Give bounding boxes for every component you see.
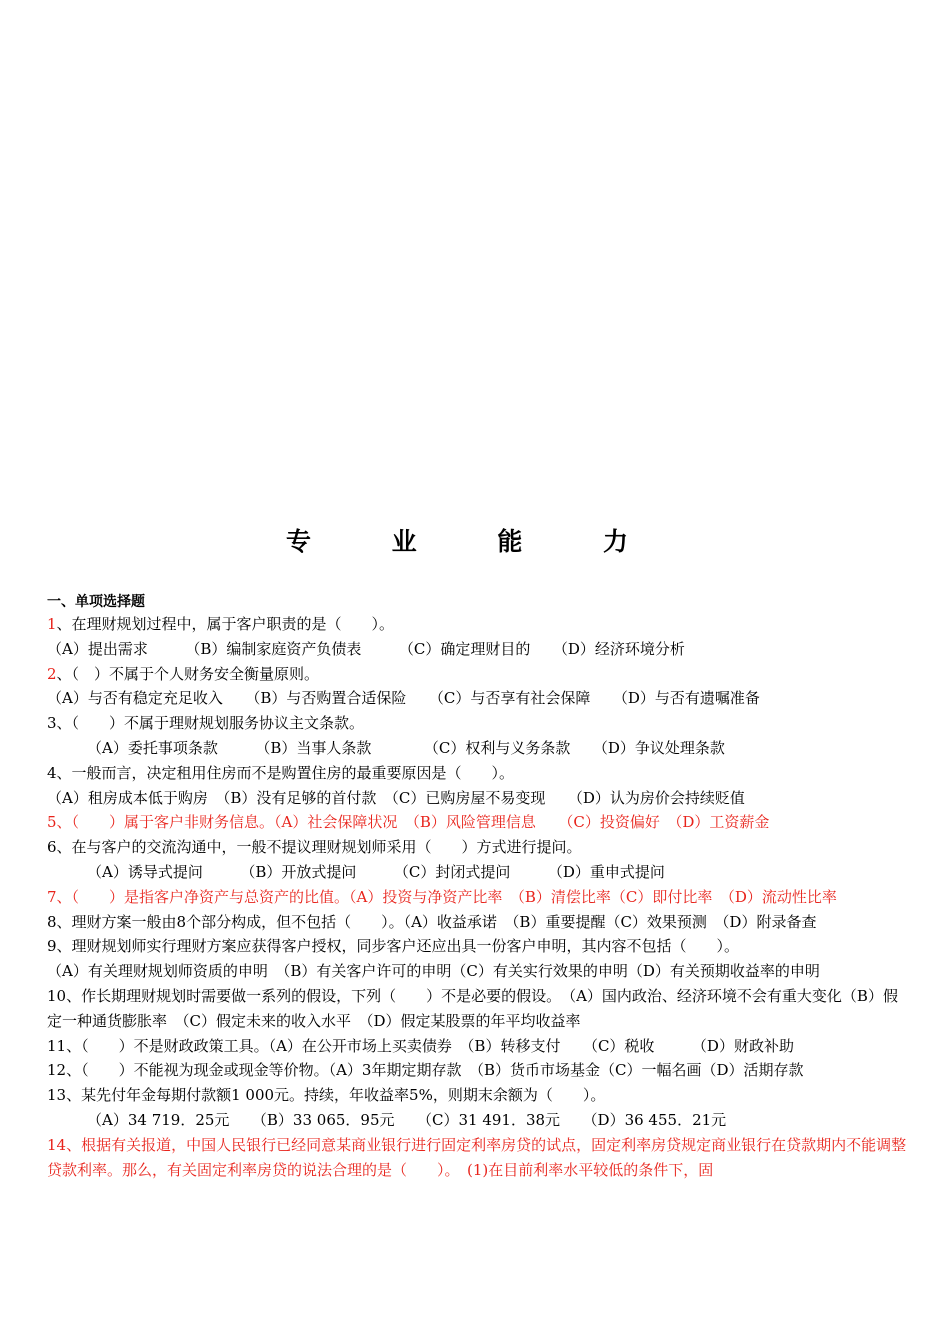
question-2-options: （A）与否有稳定充足收入 （B）与否购置合适保险 （C）与否享有社会保障 （D）与否有遗嘱准备 — [47, 689, 760, 708]
question-4: 4、一般而言，决定租用住房而不是购置住房的最重要原因是（ ）。 — [47, 763, 515, 782]
question-number: 1 — [47, 615, 57, 633]
question-14: 14、根据有关报道，中国人民银行已经同意某商业银行进行固定利率房贷的试点，固定利率房贷规定商业银行在贷款期内不能调整贷款利率。那么，有关固定利率房贷的说法合理的是（ ）。 (1)在目前利率水平较低的条件下，固 — [47, 1135, 907, 1179]
question-4-options: （A）租房成本低于购房 （B）没有足够的首付款 （C）已购房屋不易变现 （D）认为房价会持续贬值 — [47, 788, 745, 807]
question-13-options: （A）34 719．25元 （B）33 065．95元 （C）31 491．38元 （D）36 455．21元 — [87, 1110, 727, 1129]
question-2: 2、（ ）不属于个人财务安全衡量原则。 — [47, 664, 320, 683]
question-12: 12、（ ）不能视为现金或现金等价物。（A）3年期定期存款 （B）货币市场基金（C）一幅名画（D）活期存款 — [47, 1061, 804, 1080]
question-5: 5、（ ）属于客户非财务信息。（A）社会保障状况 （B）风险管理信息 （C）投资偏好 （D）工资薪金 — [47, 813, 770, 832]
question-9: 9、理财规划师实行理财方案应获得客户授权，同步客户还应出具一份客户申明，其内容不包括（ ）。 — [47, 937, 740, 956]
question-11: 11、（ ）不是财政政策工具。（A）在公开市场上买卖债券 （B）转移支付 （C）税收 （D）财政补助 — [47, 1036, 794, 1055]
section-heading: 一、单项选择题 — [47, 594, 145, 610]
question-7: 7、（ ）是指客户净资产与总资产的比值。（A）投资与净资产比率 （B）清偿比率（C）即付比率 （D）流动性比率 — [47, 887, 837, 906]
question-number: 2 — [47, 664, 57, 683]
question-10: 10、作长期理财规划时需要做一系列的假设，下列（ ）不是必要的假设。 （A）国内政治、经济环境不会有重大变化（B）假定一种通货膨胀率 （C）假定未来的收入水平 （D）假定某股票的年平均收益率 — [47, 986, 898, 1030]
question-6-options: （A）诱导式提问 （B）开放式提问 （C）封闭式提问 （D）重申式提问 — [87, 862, 665, 881]
question-list — [47, 612, 907, 1182]
question-1: 1、在理财规划过程中，属于客户职责的是（ ）。 — [47, 615, 395, 633]
question-13: 13、某先付年金每期付款额1 000元。持续，年收益率5%，则期末余额为（ ）。 — [47, 1086, 606, 1105]
question-1-options: （A）提出需求 （B）编制家庭资产负债表 （C）确定理财目的 （D）经济环境分析 — [47, 639, 685, 658]
question-6: 6、在与客户的交流沟通中，一般不提议理财规划师采用（ ）方式进行提问。 — [47, 838, 582, 857]
page-title: 专 业 能 力 — [285, 527, 665, 556]
question-9-options: （A）有关理财规划师资质的申明 （B）有关客户许可的申明（C）有关实行效果的申明（D）有关预期收益率的申明 — [47, 962, 820, 981]
question-3: 3、（ ）不属于理财规划服务协议主文条款。 — [47, 714, 365, 733]
question-3-options: （A）委托事项条款 （B）当事人条款 （C）权利与义务条款 （D）争议处理条款 — [87, 738, 725, 757]
question-8: 8、理财方案一般由8个部分构成，但不包括（ ）。（A）收益承诺 （B）重要提醒（C）效果预测 （D）附录备查 — [47, 912, 817, 931]
